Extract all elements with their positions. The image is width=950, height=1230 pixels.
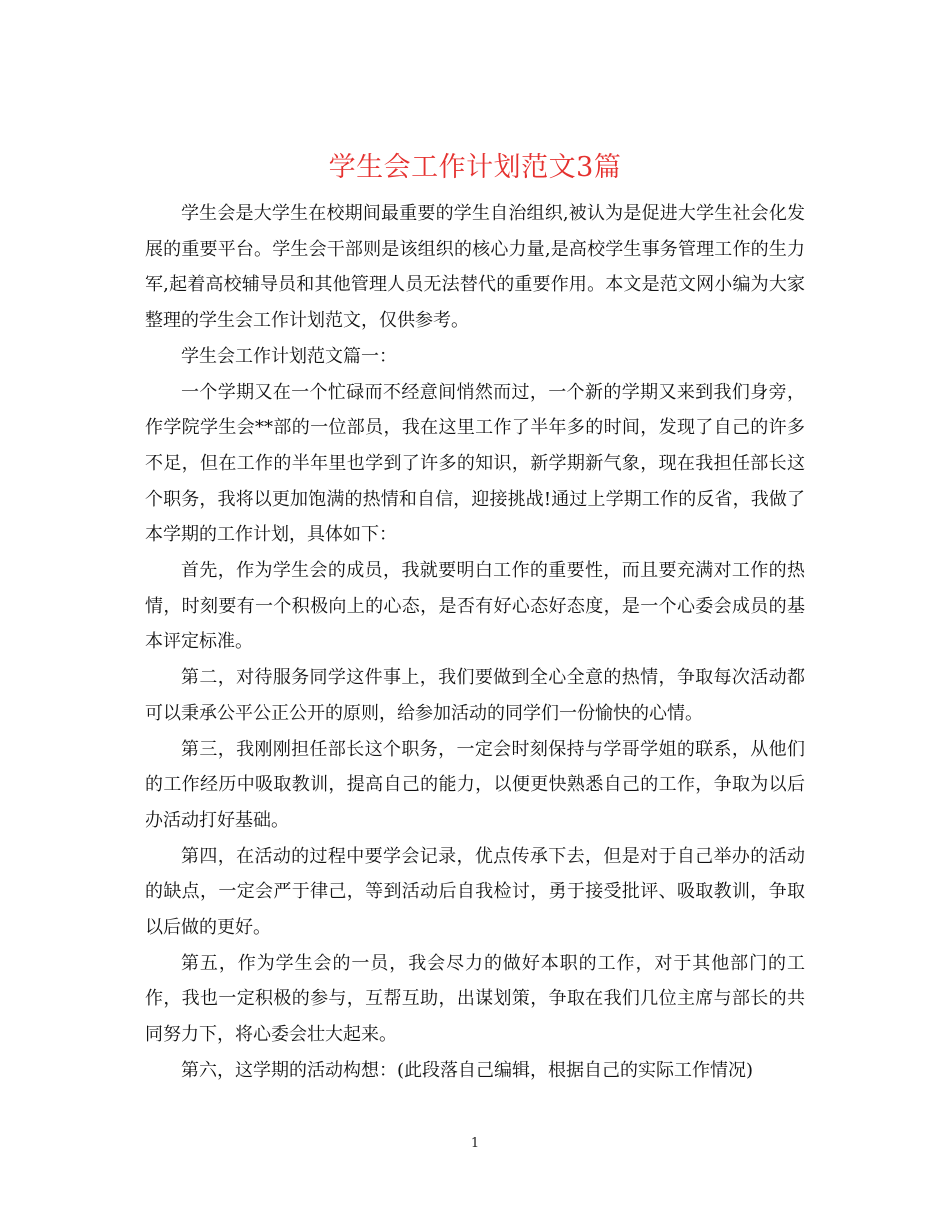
- paragraph-third: 第三，我刚刚担任部长这个职务，一定会时刻保持与学哥学姐的联系，从他们的工作经历中吸取教训，提高自己的能力，以便更快熟悉自己的工作，争取为以后办活动打好基础。: [145, 738, 805, 831]
- paragraph-sixth: 第六，这学期的活动构想：(此段落自己编辑，根据自己的实际工作情况): [181, 1059, 754, 1081]
- paragraph-fifth: 第五，作为学生会的一员，我会尽力的做好本职的工作，对于其他部门的工作，我也一定积极的参与，互帮互助，出谋划策，争取在我们几位主席与部长的共同努力下，将心委会壮大起来。: [145, 952, 805, 1046]
- page-number: 1: [470, 1136, 480, 1151]
- paragraph-fourth: 第四，在活动的过程中要学会记录，优点传承下去，但是对于自己举办的活动的缺点，一定会严于律己，等到活动后自我检讨，勇于接受批评、吸取教训，争取以后做的更好。: [145, 845, 805, 939]
- document-body: [145, 196, 805, 1089]
- document-title: 学生会工作计划范文3篇: [328, 152, 622, 184]
- paragraph-intro: 学生会是大学生在校期间最重要的学生自治组织,被认为是促进大学生社会化发展的重要平台。学生会干部则是该组织的核心力量,是高校学生事务管理工作的生力军,起着高校辅导员和其他管理人员无法替代的重要作用。本文是范文网小编为大家整理的学生会工作计划范文，仅供参考。: [145, 203, 805, 332]
- paragraph-first: 首先，作为学生会的成员，我就要明白工作的重要性，而且要充满对工作的热情，时刻要有一个积极向上的心态，是否有好心态好态度，是一个心委会成员的基本评定标准。: [145, 560, 805, 653]
- paragraph-section-heading: 学生会工作计划范文篇一：: [181, 345, 397, 367]
- paragraph-second: 第二，对待服务同学这件事上，我们要做到全心全意的热情，争取每次活动都可以秉承公平公正公开的原则，给参加活动的同学们一份愉快的心情。: [145, 667, 805, 724]
- paragraph-opening: 一个学期又在一个忙碌而不经意间悄然而过，一个新的学期又来到我们身旁，作学院学生会**部的一位部员，我在这里工作了半年多的时间，发现了自己的许多不足，但在工作的半年里也学到了许多的知识，新学期新气象，现在我担任部长这个职务，我将以更加饱满的热情和自信，迎接挑战!通过上学期工作的反省，我做了本学期的工作计划，具体如下：: [145, 381, 805, 546]
